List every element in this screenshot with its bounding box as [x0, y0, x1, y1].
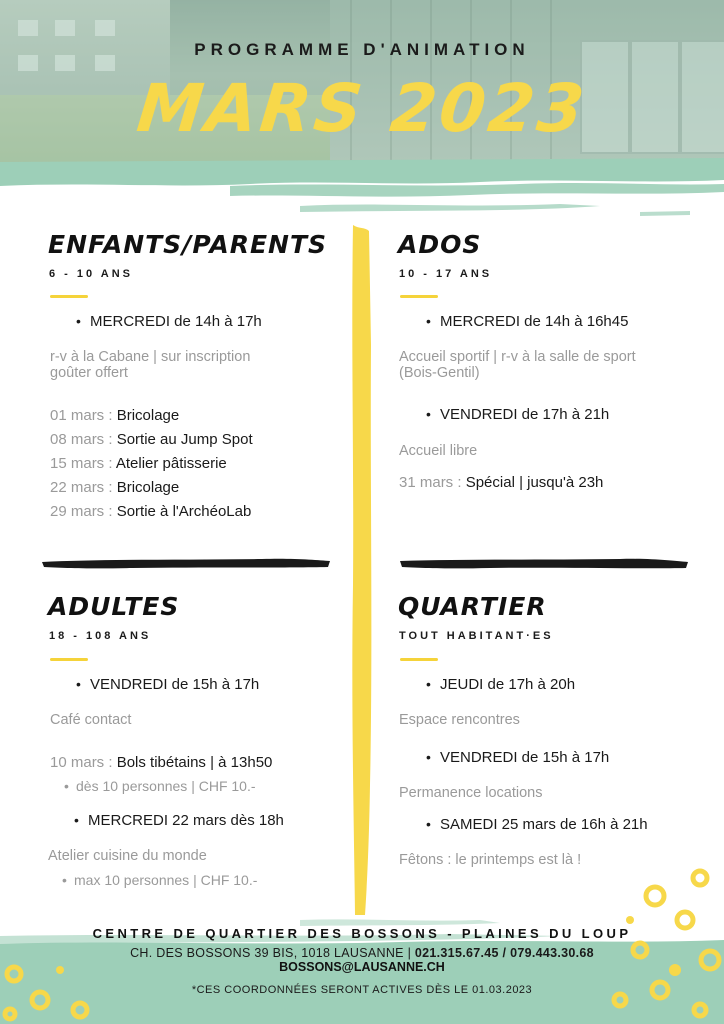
section-title-quartier: QUARTIER: [398, 592, 547, 621]
black-brush-divider-right: [400, 556, 690, 572]
footer-note: *CES COORDONNÉES SERONT ACTIVES DÈS LE 01.03.2023: [191, 984, 533, 996]
yellow-dash: [50, 295, 88, 298]
info-ados-3: Accueil libre: [399, 443, 478, 459]
yellow-dots-decoration: [600, 860, 724, 1024]
event-adultes: 10 mars : Bols tibétains | à 13h50: [50, 754, 273, 771]
events-list-enfants: [50, 404, 253, 524]
event-adultes-detail: • dès 10 personnes | CHF 10.-: [36, 778, 256, 794]
info-ados-2: (Bois-Gentil): [399, 365, 480, 381]
age-range-enfants: 6 - 10 ANS: [49, 268, 134, 280]
yellow-dash: [400, 295, 438, 298]
section-title-ados: ADOS: [398, 230, 482, 259]
yellow-vertical-divider: [345, 225, 377, 915]
list-item: 29 mars : Sortie à l'ArchéoLab: [50, 503, 252, 520]
info-adultes-2: Atelier cuisine du monde: [48, 848, 207, 864]
yellow-dash: [400, 658, 438, 661]
schedule-enfants: • MERCREDI de 14h à 17h: [48, 313, 262, 330]
month-title: MARS 2023: [133, 70, 591, 147]
audience-quartier: TOUT HABITANT·ES: [399, 630, 554, 642]
footer-phones: 021.315.67.45 / 079.443.30.68: [414, 946, 594, 960]
section-title-enfants: ENFANTS/PARENTS: [48, 230, 328, 259]
info-quartier-2: Permanence locations: [399, 785, 543, 801]
footer-address-line: [0, 946, 724, 960]
info-ados-1: Accueil sportif | r-v à la salle de sport: [399, 349, 636, 365]
info-enfants-1: r-v à la Cabane | sur inscription: [50, 349, 251, 365]
event-ados: 31 mars : Spécial | jusqu'à 23h: [399, 474, 604, 491]
footer-center-name: CENTRE DE QUARTIER DES BOSSONS - PLAINES DU LOUP: [92, 926, 632, 941]
section-title-adultes: ADULTES: [48, 592, 180, 621]
schedule-quartier-1: • JEUDI de 17h à 20h: [398, 676, 575, 693]
info-enfants-2: goûter offert: [50, 365, 128, 381]
info-quartier-3: Fêtons : le printemps est là !: [399, 852, 582, 868]
mint-brush-stroke: [0, 158, 724, 228]
list-item: 08 mars : Sortie au Jump Spot: [50, 431, 253, 448]
schedule-adultes-1: • VENDREDI de 15h à 17h: [48, 676, 259, 693]
info-quartier-1: Espace rencontres: [399, 712, 520, 728]
schedule-quartier-2: • VENDREDI de 15h à 17h: [398, 749, 609, 766]
age-range-ados: 10 - 17 ANS: [399, 268, 493, 280]
footer-email[interactable]: BOSSONS@LAUSANNE.CH: [279, 960, 445, 974]
list-item: 01 mars : Bricolage: [50, 407, 180, 424]
list-item: 15 mars : Atelier pâtisserie: [50, 455, 227, 472]
schedule-quartier-3: • SAMEDI 25 mars de 16h à 21h: [398, 816, 648, 833]
black-brush-divider-left: [42, 556, 332, 572]
footer-address: CH. DES BOSSONS 39 BIS, 1018 LAUSANNE |: [130, 946, 412, 960]
yellow-dash: [50, 658, 88, 661]
list-item: 22 mars : Bricolage: [50, 479, 180, 496]
age-range-adultes: 18 - 108 ANS: [49, 630, 152, 642]
schedule-ados-2: • VENDREDI de 17h à 21h: [398, 406, 609, 423]
yellow-dots-left: [0, 930, 110, 1024]
info-adultes-1: Café contact: [50, 712, 132, 728]
schedule-ados-1: • MERCREDI de 14h à 16h45: [398, 313, 628, 330]
info-adultes-2-detail: • max 10 personnes | CHF 10.-: [34, 872, 257, 888]
schedule-adultes-2: • MERCREDI 22 mars dès 18h: [46, 812, 284, 829]
programme-label: PROGRAMME D'ANIMATION: [194, 40, 530, 59]
